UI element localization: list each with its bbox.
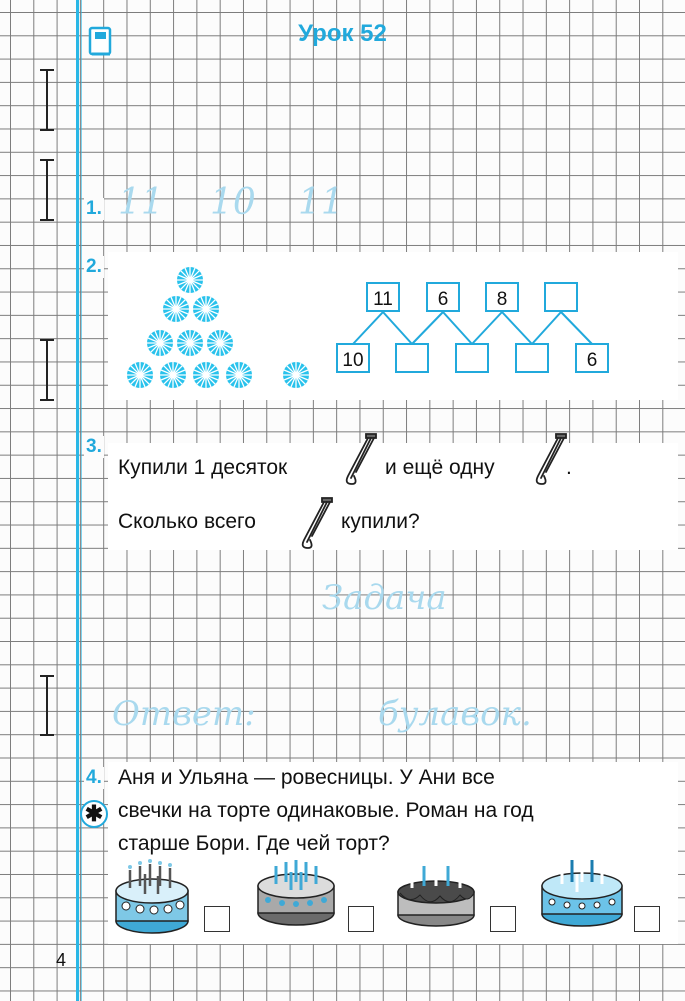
- task-4-line-2: свечки на торте одинаковые. Роман на год: [118, 799, 534, 822]
- chain-top-value-3: 8: [496, 289, 508, 310]
- task-1-number: 1.: [86, 198, 102, 219]
- chain-bottom-value-1: 10: [342, 350, 364, 371]
- cake-3-answer-box[interactable]: [490, 906, 516, 932]
- tracing-number-2: 10: [210, 182, 256, 223]
- cake-1-answer-box[interactable]: [204, 906, 230, 932]
- cake-4-answer-box[interactable]: [634, 906, 660, 932]
- cake-2-icon: [258, 860, 334, 925]
- cake-1-icon: [116, 859, 188, 933]
- task-3-line2-end: купили?: [341, 510, 420, 533]
- task-4-number: 4.: [86, 767, 102, 788]
- task-2-number: 2.: [86, 256, 102, 277]
- page-number: 4: [56, 950, 67, 970]
- chain-top-value-2: 6: [437, 289, 449, 310]
- task-3-line1-middle: и ещё одну: [385, 456, 495, 479]
- task-4-line-1: Аня и Ульяна — ровесницы. У Ани все: [118, 766, 495, 789]
- task-4-line-3: старше Бори. Где чей торт?: [118, 832, 390, 855]
- tracing-number-3: 11: [298, 182, 344, 223]
- task-3-number: 3.: [86, 436, 102, 457]
- tracing-answer-label: Ответ:: [112, 694, 256, 734]
- cake-3-icon: [398, 864, 474, 926]
- star-difficulty-icon: ✱: [80, 800, 108, 828]
- tracing-answer-value: булавок.: [378, 694, 532, 734]
- cake-4-icon: [542, 858, 622, 926]
- task-3-line1-start: Купили 1 десяток: [118, 456, 288, 479]
- tracing-task-word: Задача: [322, 578, 447, 618]
- task-3-line1-end: .: [566, 456, 572, 479]
- chain-bottom-value-5: 6: [586, 350, 598, 371]
- tracing-number-1: 11: [118, 182, 164, 223]
- cake-2-answer-box[interactable]: [348, 906, 374, 932]
- chain-top-value-1: 11: [373, 289, 393, 310]
- lesson-title: Урок 52: [298, 20, 387, 47]
- task-3-line2-start: Сколько всего: [118, 510, 256, 533]
